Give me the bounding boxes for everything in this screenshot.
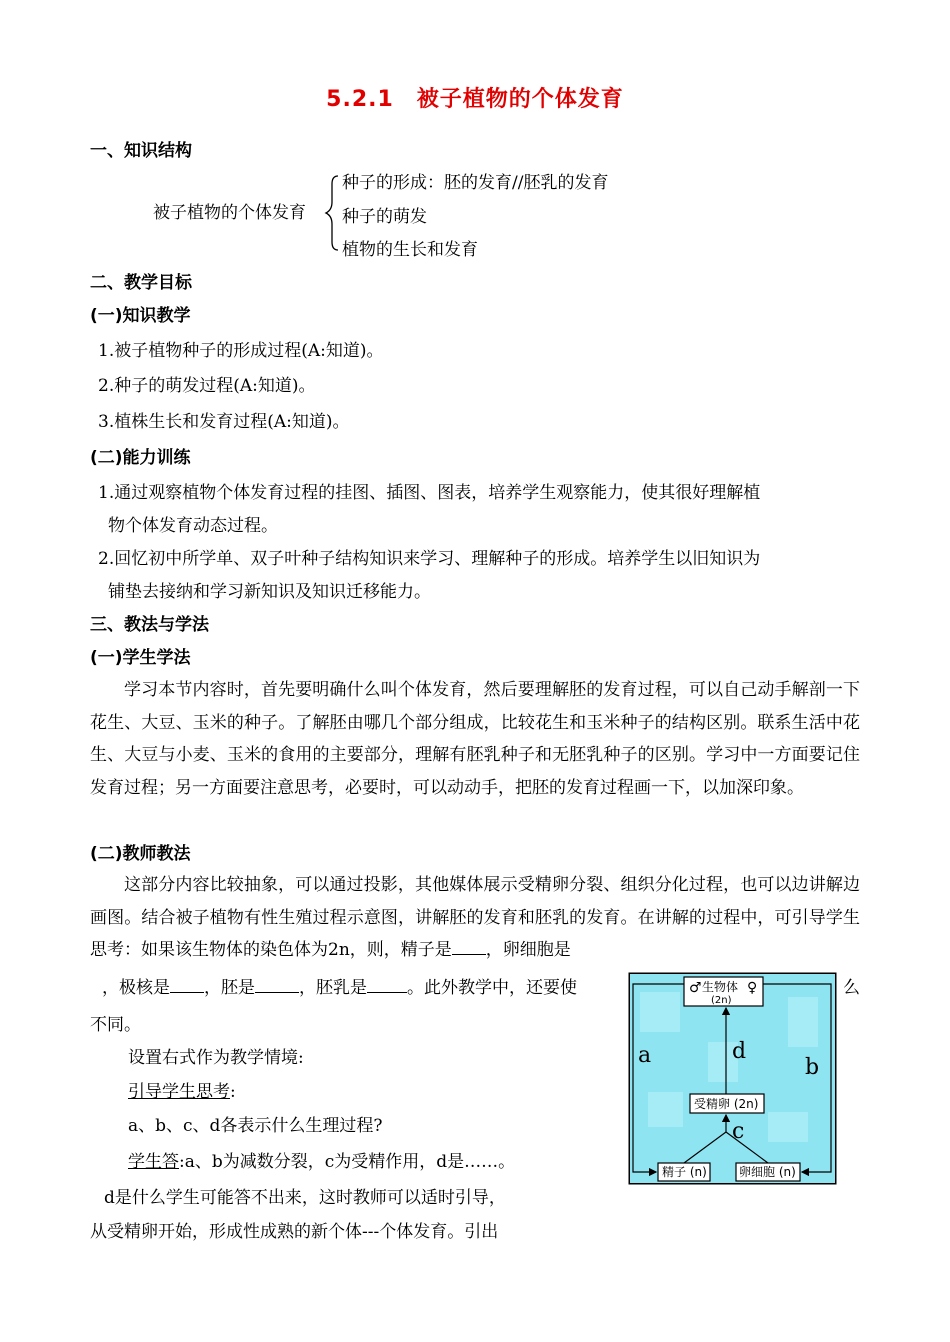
question-text: a、b、c、d各表示什么生理过程? bbox=[128, 1116, 383, 1136]
answer-line bbox=[128, 1147, 515, 1172]
knowledge-item-1: 1.被子植物种子的形成过程(A:知道)。 bbox=[98, 341, 384, 361]
ability-item-2-line1: 2.回忆初中所学单、双子叶种子结构知识来学习、理解种子的形成。培养学生以旧知识为 bbox=[98, 549, 761, 569]
egg-blank-prefix: ，卵细胞是 bbox=[485, 940, 571, 960]
setup-text: 设置右式作为教学情境: bbox=[128, 1048, 304, 1068]
structure-branch-1: 种子的形成：胚的发育//胚乳的发育 bbox=[342, 173, 609, 193]
student-method-paragraph: 学习本节内容时，首先要明确什么叫个体发育，然后要理解胚的发育过程，可以自己动手解剖一下花生、大豆、玉米的种子。了解胚由哪几个部分组成，比较花生和玉米种子的结构区别。联系生活中花生、大豆与小麦、玉米的食用的主要部分，理解有胚乳种子和无胚乳种子的区别。学习中一方面要记住发育过程；另一方面要注意思考，必要时，可以动动手，把胚的发育过程画一下，以加深印象。 bbox=[90, 680, 860, 798]
embryo-blank bbox=[255, 978, 299, 993]
female-symbol-icon: ♀ bbox=[747, 980, 758, 996]
structure-branch-3: 植物的生长和发育 bbox=[342, 240, 478, 260]
guide-line bbox=[128, 1077, 236, 1102]
section2-sub1-heading: (一)知识教学 bbox=[90, 306, 191, 326]
male-symbol-icon: ♂ bbox=[689, 980, 702, 996]
label-c: c bbox=[732, 1119, 745, 1144]
section3-sub1-heading: (一)学生学法 bbox=[90, 648, 191, 668]
structure-branch-2: 种子的萌发 bbox=[342, 207, 427, 227]
guide-colon: : bbox=[230, 1082, 236, 1102]
endosperm-blank bbox=[367, 978, 407, 993]
question-line bbox=[102, 973, 577, 998]
organism-ploidy: (2n) bbox=[711, 995, 732, 1006]
label-d: d bbox=[732, 1039, 747, 1064]
section2-sub2-heading: (二)能力训练 bbox=[90, 448, 191, 468]
ability-item-2-line2: 铺垫去接纳和学习新知识及知识迁移能力。 bbox=[108, 582, 431, 602]
answer-text: :a、b为减数分裂，c为受精作用，d是……。 bbox=[179, 1152, 516, 1172]
structure-root: 被子植物的个体发育 bbox=[153, 203, 306, 223]
ability-item-1-line2: 物个体发育动态过程。 bbox=[108, 516, 278, 536]
teacher-method-paragraph bbox=[90, 869, 860, 967]
zygote-label: 受精卵 (2n) bbox=[694, 1097, 759, 1111]
line-tail-text: 么 bbox=[843, 978, 860, 998]
egg-label: 卵细胞 (n) bbox=[739, 1165, 796, 1179]
teaching-note-text: 。此外教学中，还要使 bbox=[407, 978, 577, 998]
section3-heading: 三、教法与学法 bbox=[90, 615, 209, 635]
polar-nucleus-text: ，极核是 bbox=[102, 978, 170, 998]
embryo-text: ，胚是 bbox=[204, 978, 255, 998]
polar-nucleus-blank bbox=[170, 978, 204, 993]
guide-label: 引导学生思考 bbox=[128, 1082, 230, 1102]
ability-item-1-line1: 1.通过观察植物个体发育过程的挂图、插图、图表，培养学生观察能力，使其很好理解植 bbox=[98, 483, 761, 503]
knowledge-item-2: 2.种子的萌发过程(A:知道)。 bbox=[98, 376, 316, 396]
tail-line-2: 从受精卵开始，形成性成熟的新个体---个体发育。引出 bbox=[90, 1222, 499, 1242]
knowledge-item-3: 3.植株生长和发育过程(A:知道)。 bbox=[98, 412, 350, 432]
section2-heading: 二、教学目标 bbox=[90, 273, 192, 293]
section1-heading: 一、知识结构 bbox=[90, 141, 192, 161]
answer-label: 学生答 bbox=[128, 1152, 179, 1172]
endosperm-text: ，胚乳是 bbox=[299, 978, 367, 998]
tail-line-1: d是什么学生可能答不出来，这时教师可以适时引导， bbox=[104, 1188, 506, 1208]
sperm-label: 精子 (n) bbox=[662, 1165, 707, 1179]
teacher-method-text: 这部分内容比较抽象，可以通过投影，其他媒体展示受精卵分裂、组织分化过程，也可以边讲解边画图。结合被子植物有性生殖过程示意图，讲解胚的发育和胚乳的发育。在讲解的过程中，可引导学生思考：如果该生物体的染色体为2n，则，精子是 bbox=[90, 875, 860, 960]
line5-text: 不同。 bbox=[90, 1015, 141, 1035]
curly-brace bbox=[322, 172, 342, 254]
label-a: a bbox=[638, 1043, 652, 1068]
reproduction-cycle-diagram bbox=[628, 972, 837, 1185]
page-title: 5.2.1 被子植物的个体发育 bbox=[326, 87, 624, 112]
organism-label: 生物体 bbox=[702, 980, 739, 994]
label-b: b bbox=[805, 1055, 820, 1080]
sperm-blank bbox=[452, 940, 486, 955]
section3-sub2-heading: (二)教师教法 bbox=[90, 844, 191, 864]
